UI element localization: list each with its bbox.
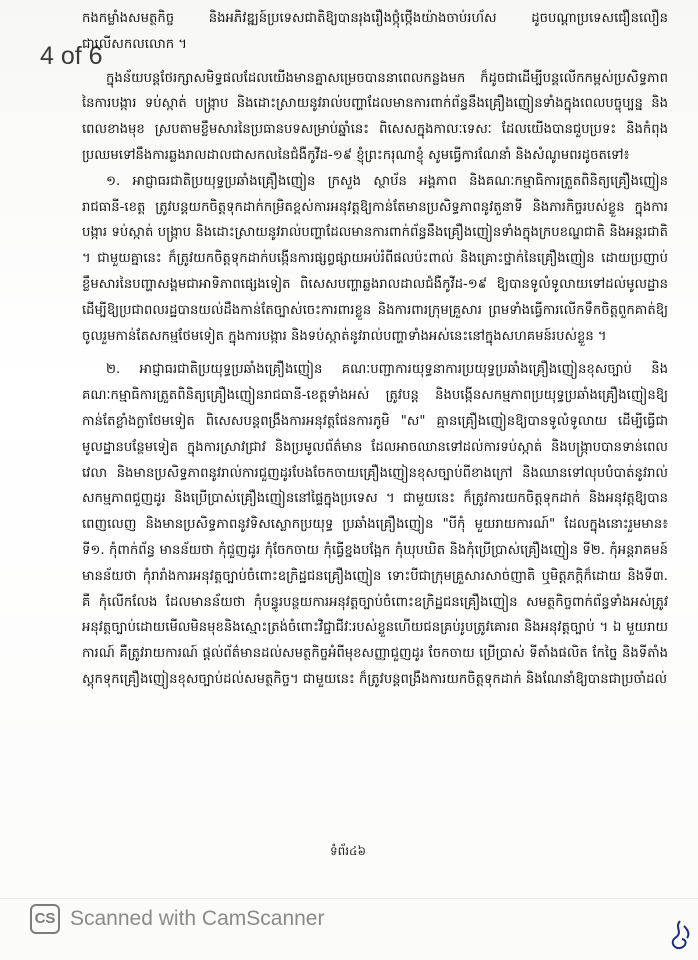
handwritten-mark-icon bbox=[666, 918, 694, 954]
paragraph-recommendation-2: ២. អាជ្ញាធរជាតិប្រយុទ្ធប្រឆាំងគ្រឿងញៀន គណៈបញ្ជាការយុទ្ធនាការប្រយុទ្ធប្រឆាំងគ្រឿងញៀនខុសច្បាប់ និងគណៈកម្មាធិការត្រួតពិនិត្យគ្រឿងញៀនរាជធានី-ខេត្តទាំងអស់ ត្រូវបន្ត និងបង្កើនសកម្មភាពប្រយុទ្ធប្រឆាំងគ្រឿងញៀនឱ្យកាន់តែខ្លាំងក្លាថែមទៀត ពិសេសបន្តពង្រឹងការអនុវត្តផែនការភូមិ "ស" គ្មានគ្រឿងញៀនឱ្យបានទូលំទូលាយ ដើម្បីធ្វើជាមូលដ្ឋានបន្ថែមទៀត ក្នុងការស្រាវជ្រាវ និងប្រមូលព័ត៌មាន ដែលអាចឈានទៅដល់ការទប់ស្កាត់ និងបង្ក្រាបបានទាន់ពេលវេលា និងមានប្រសិទ្ធភាពនូវរាល់ការជួញដូរបែងចែកចាយគ្រឿងញៀនខុសច្បាប់ពីខាងក្រៅ និងឈានទៅលុបបំបាត់នូវរាល់សកម្មភាពជួញដូរ និងប្រើប្រាស់គ្រឿងញៀននៅផ្ទៃក្នុងប្រទេស ។ ជាមួយនេះ ក៏ត្រូវការយកចិត្តទុកដាក់ និងអនុវត្តឱ្យបានពេញលេញ និងមានប្រសិទ្ធភាពនូវទិសស្លោកប្រយុទ្ធ ប្រឆាំងគ្រឿងញៀន "បីកុំ មួយរាយការណ៍" ដែលក្នុងនោះរួមមាន៖ ទី១. កុំពាក់ព័ន្ធ មានន័យថា កុំជួញដូរ កុំចែកចាយ កុំធ្វើខ្នងបង្អែក កុំឃុបឃិត និងកុំប្រើប្រាស់គ្រឿងញៀន ទី២. កុំអន្តរាគមន៍ មានន័យថា កុំរារាំងការអនុវត្តច្បាប់ចំពោះឧក្រិដ្ឋជនគ្រឿងញៀន ទោះបីជាក្រុមគ្រួសារសាច់ញាតិ ឬមិត្តភក្តិក៏ដោយ និងទី៣. គឺ កុំលើកលែង ដែលមានន័យថា កុំបន្ធូរបន្ថយការអនុវត្តច្បាប់ចំពោះឧក្រិដ្ឋជនគ្រឿងញៀន សមត្ថកិច្ចពាក់ព័ន្ធទាំងអស់ត្រូវអនុវត្តច្បាប់ដោយមើលមិនមុខនិងស្មោះត្រង់ចំពោះវិជ្ជាជីវៈរបស់ខ្លួនហើយជនគ្រប់រូបត្រូវគោរព និងអនុវត្តច្បាប់ ។ ឯ មួយរាយការណ៍ គឺត្រូវរាយការណ៍ ផ្តល់ព័ត៌មានដល់សមត្ថកិច្ចអំពីមុខសញ្ញាជួញដូរ ចែកចាយ ប្រើប្រាស់ ទីតាំងផលិត កែច្នៃ និងទីតាំងស្តុកទុកគ្រឿងញៀនខុសច្បាប់ដល់សមត្ថកិច្ច។ ជាមួយនេះ ក៏ត្រូវបន្តពង្រឹងការយកចិត្តទុកដាក់ និងណែនាំឱ្យបានជាប្រចាំដល់ bbox=[82, 362, 668, 687]
paragraph-recommendation-1: ១. អាជ្ញាធរជាតិប្រយុទ្ធប្រឆាំងគ្រឿងញៀន ក្រសួង ស្ថាប័ន អង្គភាព និងគណៈកម្មាធិការត្រួតពិនិត្យគ្រឿងញៀនរាជធានី-ខេត្ត ត្រូវបន្តយកចិត្តទុកដាក់កម្រិតខ្ពស់ការអនុវត្តឱ្យកាន់តែមានប្រសិទ្ធភាពនូវតួនាទី និងភារកិច្ចរបស់ខ្លួន ក្នុងការបង្ការ ទប់ស្កាត់ បង្ក្រាប និងដោះស្រាយនូវរាល់បញ្ហាដែលមានការពាក់ព័ន្ធនឹងគ្រឿងញៀនទាំងក្នុងក្របខណ្ឌជាតិ និងអន្តរជាតិ ។ ជាមួយគ្នានេះ ក៏ត្រូវយកចិត្តទុកដាក់បង្កើនការផ្សព្វផ្សាយអប់រំពីផលប៉ះពាល់ និងគ្រោះថ្នាក់នៃគ្រឿងញៀន ដោយប្រញាប់ខ្លឹមសារនៃបញ្ហាសង្គមជាអាទិភាពផ្សេងទៀត ពិសេសបញ្ហាឆ្លងរាលដាលជំងឺកូវីដ-១៩ ឱ្យបានទូលំទូលាយទៅដល់មូលដ្ឋាន ដើម្បីឱ្យប្រជាពលរដ្ឋបានយល់ដឹងកាន់តែច្បាស់ចេះការពារខ្លួន និងការពារក្រុមគ្រួសារ ព្រមទាំងធ្វើការលើកទឹកចិត្តពួកគាត់ឱ្យចូលរួមកាន់តែសកម្មថែមទៀត ក្នុងការបង្ការ និងទប់ស្កាត់នូវរាល់បញ្ហាទាំងអស់នេះនៅក្នុងសហគមន៍របស់ខ្លួន ។ bbox=[82, 173, 668, 344]
pdf-page-count-overlay: 4 of 6 bbox=[40, 42, 103, 70]
footer-divider bbox=[0, 898, 698, 899]
page-number: ទំព័រ៤៦ bbox=[330, 844, 367, 858]
paragraph-intro-continuation: កងកម្លាំងសមត្ថកិច្ច និងអភិវឌ្ឍន៍ប្រទេសជាតិឱ្យបានរុងរឿងថ្កុំថ្កើងយ៉ាងចាប់រហ័ស ដូចបណ្តាប្រទេសជឿនលឿនជាលើសកលលោក ។ bbox=[82, 11, 668, 52]
paragraph-context: ក្នុងន័យបន្តថែរក្សាសមិទ្ធផលដែលយើងមានគ្នាសម្រេចបាននាពេលកន្លងមក ក៏ដូចជាដើម្បីបន្តលើកកម្ពស់ប្រសិទ្ធភាពនៃការបង្ការ ទប់ស្កាត់ បង្ក្រាប និងដោះស្រាយនូវរាល់បញ្ហាដែលមានការពាក់ព័ន្ធនឹងគ្រឿងញៀនទាំងក្នុងពេលបច្ចុប្បន្ន និងពេលខាងមុខ ស្របតាមខ្លឹមសារនៃប្រធានបទសម្រាប់ឆ្នាំនេះ ពិសេសក្នុងកាលៈទេសៈ ដែលយើងបានជួបប្រទះ និងកំពុងប្រឈមទៅនឹងការឆ្លងរាលដាលជាសកលនៃជំងឺកូវីដ-១៩ ខ្ញុំព្រះករុណាខ្ញុំ សូមធ្វើការណែនាំ និងសំណូមពរដូចតទៅ៖ bbox=[82, 70, 668, 163]
camscanner-logo-icon: CS bbox=[30, 904, 60, 934]
document-body bbox=[82, 6, 668, 693]
camscanner-watermark: Scanned with CamScanner bbox=[70, 907, 325, 930]
